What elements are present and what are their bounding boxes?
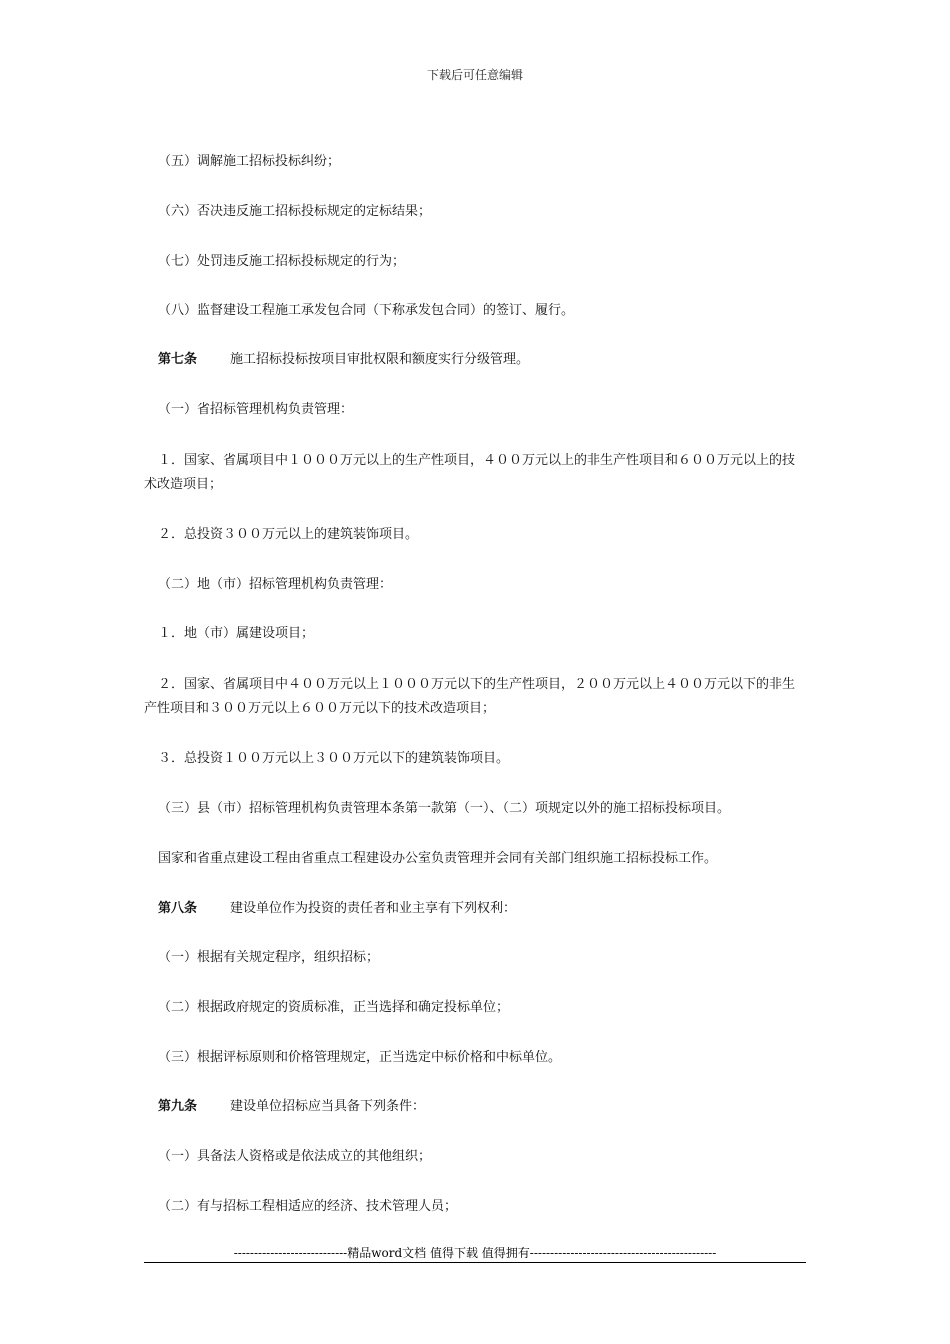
paragraph-item-7: （七）处罚违反施工招标投标规定的行为； <box>158 254 406 269</box>
article-7-text: 施工招标投标按项目审批权限和额度实行分级管理。 <box>230 352 530 367</box>
paragraph-county-authority: （三）县（市）招标管理机构负责管理本条第一款第（一）、（二）项规定以外的施工招标投标项目。 <box>158 801 731 816</box>
paragraph-city-item-1: １．地（市）属建设项目； <box>158 626 315 641</box>
page-footer: ----------------------------精品word文档 值得下载 值得拥有---------------------------------------------- <box>233 1246 717 1260</box>
article-8-text: 建设单位作为投资的责任者和业主享有下列权利： <box>230 901 517 916</box>
article-9-text: 建设单位招标应当具备下列条件： <box>230 1099 426 1114</box>
paragraph-province-authority: （一）省招标管理机构负责管理： <box>158 402 354 417</box>
paragraph-city-item-2: ２．国家、省属项目中４００万元以上１０００万元以下的生产性项目，２００万元以上４００万元以下的非生产性项目和３００万元以上６００万元以下的技术改造项目； <box>144 677 796 716</box>
article-8-number: 第八条 <box>158 901 198 916</box>
paragraph-city-item-3: ３．总投资１００万元以上３００万元以下的建筑装饰项目。 <box>158 751 510 766</box>
paragraph-condition-2: （二）有与招标工程相适应的经济、技术管理人员； <box>158 1199 458 1214</box>
footer-divider <box>144 1262 806 1263</box>
paragraph-province-item-2: ２．总投资３００万元以上的建筑装饰项目。 <box>158 527 419 542</box>
paragraph-condition-1: （一）具备法人资格或是依法成立的其他组织； <box>158 1149 432 1164</box>
page-header: 下载后可任意编辑 <box>426 68 523 82</box>
article-7 <box>144 348 820 372</box>
paragraph-right-3: （三）根据评标原则和价格管理规定，正当选定中标价格和中标单位。 <box>158 1050 562 1065</box>
paragraph-right-1: （一）根据有关规定程序，组织招标； <box>158 950 380 965</box>
article-9-number: 第九条 <box>158 1099 198 1114</box>
article-8 <box>144 897 820 921</box>
paragraph-key-projects: 国家和省重点建设工程由省重点工程建设办公室负责管理并会同有关部门组织施工招标投标工作。 <box>158 851 718 866</box>
paragraph-right-2: （二）根据政府规定的资质标准，正当选择和确定投标单位； <box>158 1000 510 1015</box>
article-7-number: 第七条 <box>158 352 198 367</box>
paragraph-province-item-1: １．国家、省属项目中１０００万元以上的生产性项目，４００万元以上的非生产性项目和６００万元以上的技术改造项目； <box>144 453 796 492</box>
paragraph-item-5: （五）调解施工招标投标纠纷； <box>158 154 341 169</box>
paragraph-city-authority: （二）地（市）招标管理机构负责管理： <box>158 577 393 592</box>
article-9 <box>144 1095 820 1119</box>
paragraph-item-6: （六）否决违反施工招标投标规定的定标结果； <box>158 204 432 219</box>
paragraph-item-8: （八）监督建设工程施工承发包合同（下称承发包合同）的签订、履行。 <box>158 303 575 318</box>
